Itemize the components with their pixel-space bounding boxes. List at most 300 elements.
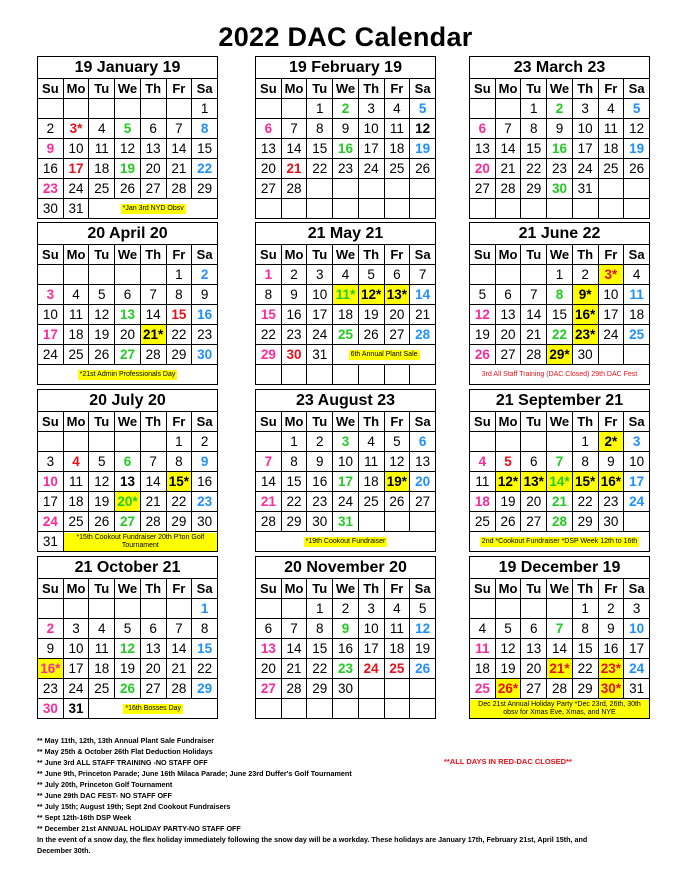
day-cell: 2 <box>598 599 624 619</box>
weekday-header: Tu <box>521 245 547 265</box>
day-cell: 8 <box>572 619 598 639</box>
day-cell: 29 <box>192 179 218 199</box>
empty-day <box>470 265 496 285</box>
day-cell: 7 <box>166 119 192 139</box>
weekday-header: Th <box>358 579 384 599</box>
day-cell: 7 <box>140 452 166 472</box>
day-cell: 6 <box>115 285 141 305</box>
weekday-header: Mo <box>495 245 521 265</box>
empty-day <box>140 599 166 619</box>
day-cell: 20 <box>115 325 141 345</box>
day-cell: 15 <box>572 639 598 659</box>
weekday-header: Sa <box>410 412 436 432</box>
day-cell: 22 <box>281 492 307 512</box>
day-cell: 11 <box>63 305 89 325</box>
day-cell: 15 <box>281 472 307 492</box>
month-header: 21 May 21 <box>255 222 436 244</box>
day-cell: 18 <box>89 659 115 679</box>
weekday-header: Fr <box>166 245 192 265</box>
day-cell: 8 <box>166 285 192 305</box>
day-cell: 28 <box>166 679 192 699</box>
day-cell: 22 <box>547 325 573 345</box>
day-cell: 6 <box>256 619 282 639</box>
weekday-header: Su <box>470 79 496 99</box>
day-cell: 24 <box>624 492 650 512</box>
month-table <box>37 244 218 385</box>
day-cell: 10 <box>63 139 89 159</box>
day-cell: 12* <box>358 285 384 305</box>
empty-day <box>495 599 521 619</box>
day-cell: 3 <box>38 452 64 472</box>
day-cell: 19* <box>384 472 410 492</box>
month-may <box>255 222 436 385</box>
empty-day <box>410 365 436 385</box>
day-cell: 10 <box>358 119 384 139</box>
empty-day <box>38 432 64 452</box>
day-cell: 20 <box>470 159 496 179</box>
day-cell: 24 <box>333 492 359 512</box>
weekday-header: Tu <box>521 79 547 99</box>
day-cell: 28 <box>256 512 282 532</box>
empty-day <box>38 599 64 619</box>
empty-day <box>89 432 115 452</box>
day-cell: 15 <box>547 305 573 325</box>
day-cell: 25 <box>333 325 359 345</box>
month-note <box>470 699 650 719</box>
empty-day <box>333 199 359 219</box>
month-oct <box>37 556 218 719</box>
day-cell: 1 <box>572 599 598 619</box>
empty-day <box>333 179 359 199</box>
empty-day <box>63 99 89 119</box>
weekday-header: We <box>115 79 141 99</box>
footer-line: ** June 3rd ALL STAFF TRAINING -NO STAFF OFF <box>37 758 208 767</box>
month-note <box>470 532 650 552</box>
weekday-header: Tu <box>307 79 333 99</box>
weekday-header: We <box>333 579 359 599</box>
day-cell: 21 <box>166 659 192 679</box>
weekday-header: Tu <box>89 79 115 99</box>
day-cell: 11 <box>624 285 650 305</box>
weekday-header: Fr <box>166 412 192 432</box>
day-cell: 28 <box>140 345 166 365</box>
day-cell: 29 <box>256 345 282 365</box>
day-cell: 10 <box>307 285 333 305</box>
day-cell: 4 <box>384 599 410 619</box>
day-cell: 11 <box>89 639 115 659</box>
day-cell: 11 <box>358 452 384 472</box>
weekday-header: Su <box>256 579 282 599</box>
day-cell: 8 <box>192 119 218 139</box>
empty-day <box>384 365 410 385</box>
day-cell: 17 <box>38 492 64 512</box>
day-cell: 25 <box>384 159 410 179</box>
empty-day <box>410 699 436 719</box>
day-cell: 19 <box>410 139 436 159</box>
empty-day <box>140 265 166 285</box>
note-text: 2nd *Cookout Fundraiser *DSP Week 12th to 16th <box>481 537 638 545</box>
day-cell: 7 <box>521 285 547 305</box>
day-cell: 14 <box>495 139 521 159</box>
empty-day <box>598 345 624 365</box>
weekday-header: Su <box>470 412 496 432</box>
day-cell: 9 <box>333 119 359 139</box>
weekday-header: We <box>115 245 141 265</box>
day-cell: 26 <box>624 159 650 179</box>
day-cell: 21 <box>256 492 282 512</box>
weekday-header: Mo <box>63 245 89 265</box>
empty-day <box>470 432 496 452</box>
month-note <box>256 532 436 552</box>
day-cell: 14 <box>547 639 573 659</box>
day-cell: 17 <box>598 305 624 325</box>
weekday-header: Th <box>572 412 598 432</box>
weekday-header: Su <box>38 579 64 599</box>
day-cell: 15 <box>256 305 282 325</box>
day-cell: 15 <box>307 639 333 659</box>
month-note <box>38 365 218 385</box>
empty-day <box>89 99 115 119</box>
day-cell: 7 <box>547 452 573 472</box>
weekday-header: Sa <box>192 79 218 99</box>
day-cell: 6 <box>470 119 496 139</box>
month-note <box>63 532 217 552</box>
day-cell: 13 <box>521 639 547 659</box>
day-cell: 9 <box>598 619 624 639</box>
weekday-header: Su <box>256 79 282 99</box>
weekday-header: Sa <box>410 79 436 99</box>
day-cell: 27 <box>384 325 410 345</box>
day-cell: 24 <box>38 512 64 532</box>
day-cell: 20* <box>115 492 141 512</box>
day-cell: 22 <box>166 325 192 345</box>
day-cell: 27 <box>495 345 521 365</box>
day-cell: 31 <box>307 345 333 365</box>
day-cell: 2 <box>192 265 218 285</box>
day-cell: 31 <box>38 532 64 552</box>
day-cell: 27 <box>115 512 141 532</box>
note-text: 6th Annual Plant Sale <box>350 350 418 358</box>
empty-day <box>307 365 333 385</box>
empty-day <box>547 599 573 619</box>
weekday-header: We <box>547 79 573 99</box>
day-cell: 11 <box>384 619 410 639</box>
day-cell: 2 <box>333 599 359 619</box>
day-cell: 22 <box>572 492 598 512</box>
day-cell: 14 <box>410 285 436 305</box>
weekday-header: Tu <box>307 579 333 599</box>
day-cell: 29 <box>166 345 192 365</box>
day-cell: 23* <box>598 659 624 679</box>
day-cell: 15* <box>572 472 598 492</box>
weekday-header: Fr <box>598 412 624 432</box>
month-table <box>469 578 650 719</box>
empty-day <box>410 512 436 532</box>
day-cell: 6 <box>410 432 436 452</box>
day-cell: 27 <box>410 492 436 512</box>
day-cell: 27 <box>140 179 166 199</box>
day-cell: 1 <box>166 432 192 452</box>
day-cell: 12 <box>89 305 115 325</box>
day-cell: 23 <box>547 159 573 179</box>
day-cell: 11 <box>89 139 115 159</box>
day-cell: 28 <box>547 512 573 532</box>
day-cell: 22 <box>192 159 218 179</box>
weekday-header: Th <box>572 245 598 265</box>
day-cell: 16 <box>38 159 64 179</box>
day-cell: 12 <box>410 619 436 639</box>
month-header: 21 September 21 <box>469 389 650 411</box>
day-cell: 16* <box>38 659 64 679</box>
day-cell: 20 <box>256 659 282 679</box>
day-cell: 17 <box>358 639 384 659</box>
day-cell: 10 <box>38 305 64 325</box>
day-cell: 14 <box>521 305 547 325</box>
day-cell: 28 <box>140 512 166 532</box>
empty-day <box>547 199 573 219</box>
day-cell: 16 <box>547 139 573 159</box>
month-header: 21 June 22 <box>469 222 650 244</box>
weekday-header: Su <box>256 245 282 265</box>
day-cell: 7 <box>281 619 307 639</box>
weekday-header: Mo <box>495 579 521 599</box>
month-nov <box>255 556 436 719</box>
day-cell: 23* <box>572 325 598 345</box>
day-cell: 6 <box>140 619 166 639</box>
day-cell: 3 <box>358 99 384 119</box>
day-cell: 27 <box>521 512 547 532</box>
day-cell: 18 <box>624 305 650 325</box>
day-cell: 25 <box>358 492 384 512</box>
weekday-header: Tu <box>89 412 115 432</box>
weekday-header: Th <box>140 79 166 99</box>
day-cell: 15* <box>166 472 192 492</box>
month-jan <box>37 56 218 219</box>
empty-day <box>63 599 89 619</box>
footer-line: ** June 29th DAC FEST- NO STAFF OFF <box>37 791 172 800</box>
day-cell: 26 <box>384 492 410 512</box>
closed-note: **ALL DAYS IN RED-DAC CLOSED** <box>444 757 572 766</box>
weekday-header: Sa <box>624 79 650 99</box>
month-jul <box>37 389 218 552</box>
empty-day <box>358 365 384 385</box>
footer-line: December 30th. <box>37 846 91 855</box>
day-cell: 14 <box>166 639 192 659</box>
day-cell: 5 <box>410 99 436 119</box>
day-cell: 4 <box>470 619 496 639</box>
weekday-header: Tu <box>521 579 547 599</box>
day-cell: 24 <box>63 179 89 199</box>
footer-line: ** May 25th & October 26th Flat Deduction Holidays <box>37 747 213 756</box>
weekday-header: We <box>547 412 573 432</box>
day-cell: 1 <box>281 432 307 452</box>
day-cell: 9 <box>598 452 624 472</box>
weekday-header: Th <box>572 579 598 599</box>
day-cell: 28 <box>281 179 307 199</box>
weekday-header: Su <box>256 412 282 432</box>
day-cell: 4 <box>470 452 496 472</box>
empty-day <box>624 512 650 532</box>
day-cell: 13 <box>256 139 282 159</box>
day-cell: 4 <box>333 265 359 285</box>
empty-day <box>140 432 166 452</box>
weekday-header: Mo <box>63 579 89 599</box>
day-cell: 7 <box>166 619 192 639</box>
footer-line: ** Sept 12th-16th DSP Week <box>37 813 132 822</box>
month-header: 20 April 20 <box>37 222 218 244</box>
day-cell: 4 <box>63 285 89 305</box>
month-dec <box>469 556 650 719</box>
day-cell: 23 <box>192 492 218 512</box>
day-cell: 23 <box>333 159 359 179</box>
day-cell: 5 <box>384 432 410 452</box>
day-cell: 14 <box>140 305 166 325</box>
weekday-header: Su <box>470 245 496 265</box>
day-cell: 24 <box>624 659 650 679</box>
empty-day <box>358 512 384 532</box>
note-text: Dec 21st Annual Holiday Party *Dec 23rd, 26th, 30th obsv for Xmas Eve, Xmas, and NYE <box>470 700 649 718</box>
empty-day <box>495 432 521 452</box>
empty-day <box>410 179 436 199</box>
day-cell: 13 <box>470 139 496 159</box>
empty-day <box>495 99 521 119</box>
day-cell: 11 <box>63 472 89 492</box>
day-cell: 24 <box>598 325 624 345</box>
empty-day <box>495 265 521 285</box>
empty-day <box>256 99 282 119</box>
month-note <box>89 699 218 719</box>
day-cell: 10 <box>38 472 64 492</box>
weekday-header: We <box>333 412 359 432</box>
day-cell: 8 <box>166 452 192 472</box>
day-cell: 3* <box>598 265 624 285</box>
day-cell: 24 <box>358 659 384 679</box>
day-cell: 5 <box>115 619 141 639</box>
weekday-header: Fr <box>384 245 410 265</box>
empty-day <box>307 699 333 719</box>
day-cell: 4 <box>89 619 115 639</box>
day-cell: 4 <box>63 452 89 472</box>
empty-day <box>521 432 547 452</box>
day-cell: 6 <box>140 119 166 139</box>
weekday-header: Fr <box>598 79 624 99</box>
day-cell: 31 <box>63 199 89 219</box>
day-cell: 13* <box>521 472 547 492</box>
day-cell: 8 <box>307 119 333 139</box>
day-cell: 26 <box>89 345 115 365</box>
footer-line: ** June 9th, Princeton Parade; June 16th Milaca Parade; June 23rd Duffer's Golf Tournament <box>37 769 352 778</box>
day-cell: 8 <box>521 119 547 139</box>
day-cell: 22 <box>166 492 192 512</box>
day-cell: 8 <box>281 452 307 472</box>
day-cell: 19 <box>410 639 436 659</box>
day-cell: 14* <box>547 472 573 492</box>
day-cell: 31 <box>572 179 598 199</box>
note-text: *19th Cookout Fundraiser <box>305 537 386 545</box>
day-cell: 28 <box>521 345 547 365</box>
day-cell: 9 <box>192 452 218 472</box>
day-cell: 26 <box>410 159 436 179</box>
weekday-header: Tu <box>307 245 333 265</box>
day-cell: 25 <box>470 512 496 532</box>
weekday-header: Fr <box>598 245 624 265</box>
day-cell: 14 <box>166 139 192 159</box>
day-cell: 2 <box>38 119 64 139</box>
weekday-header: Tu <box>89 245 115 265</box>
day-cell: 28 <box>410 325 436 345</box>
day-cell: 25 <box>470 679 496 699</box>
empty-day <box>410 199 436 219</box>
day-cell: 25 <box>624 325 650 345</box>
day-cell: 2 <box>38 619 64 639</box>
month-header: 19 January 19 <box>37 56 218 78</box>
day-cell: 11 <box>470 472 496 492</box>
day-cell: 29 <box>192 679 218 699</box>
day-cell: 17 <box>333 472 359 492</box>
day-cell: 30* <box>598 679 624 699</box>
day-cell: 20 <box>410 472 436 492</box>
empty-day <box>598 199 624 219</box>
month-feb <box>255 56 436 219</box>
day-cell: 28 <box>281 679 307 699</box>
day-cell: 2 <box>281 265 307 285</box>
day-cell: 21 <box>521 325 547 345</box>
weekday-header: Mo <box>63 79 89 99</box>
day-cell: 5 <box>115 119 141 139</box>
day-cell: 30 <box>547 179 573 199</box>
note-text: *21st Admin Professionals Day <box>79 370 176 378</box>
empty-day <box>256 199 282 219</box>
day-cell: 15 <box>521 139 547 159</box>
day-cell: 6 <box>521 619 547 639</box>
weekday-header: Tu <box>521 412 547 432</box>
day-cell: 22 <box>307 159 333 179</box>
note-text: *Jan 3rd NYD Obsv <box>122 204 184 212</box>
day-cell: 2 <box>572 265 598 285</box>
weekday-header: Th <box>140 579 166 599</box>
day-cell: 22 <box>307 659 333 679</box>
footer-notes <box>37 735 657 856</box>
day-cell: 13* <box>384 285 410 305</box>
day-cell: 28 <box>547 679 573 699</box>
day-cell: 2 <box>192 432 218 452</box>
day-cell: 17 <box>572 139 598 159</box>
month-sep <box>469 389 650 552</box>
day-cell: 21 <box>410 305 436 325</box>
day-cell: 10 <box>624 452 650 472</box>
day-cell: 23 <box>192 325 218 345</box>
day-cell: 8 <box>547 285 573 305</box>
day-cell: 22 <box>521 159 547 179</box>
day-cell: 13 <box>410 452 436 472</box>
month-table <box>37 411 218 552</box>
day-cell: 7 <box>410 265 436 285</box>
empty-day <box>256 599 282 619</box>
weekday-header: Mo <box>281 245 307 265</box>
day-cell: 19 <box>115 659 141 679</box>
day-cell: 5 <box>624 99 650 119</box>
day-cell: 23 <box>333 659 359 679</box>
day-cell: 8 <box>307 619 333 639</box>
empty-day <box>281 365 307 385</box>
footer-line: In the event of a snow day, the flex holiday immediately following the snow day will be a workday. These holidays are January 17th, February 21st, April 15th, and <box>37 835 588 844</box>
day-cell: 13 <box>140 639 166 659</box>
day-cell: 21 <box>281 159 307 179</box>
footer-line: ** July 20th, Princeton Golf Tournament <box>37 780 173 789</box>
month-note <box>470 365 650 385</box>
day-cell: 3 <box>624 599 650 619</box>
month-table <box>469 244 650 385</box>
